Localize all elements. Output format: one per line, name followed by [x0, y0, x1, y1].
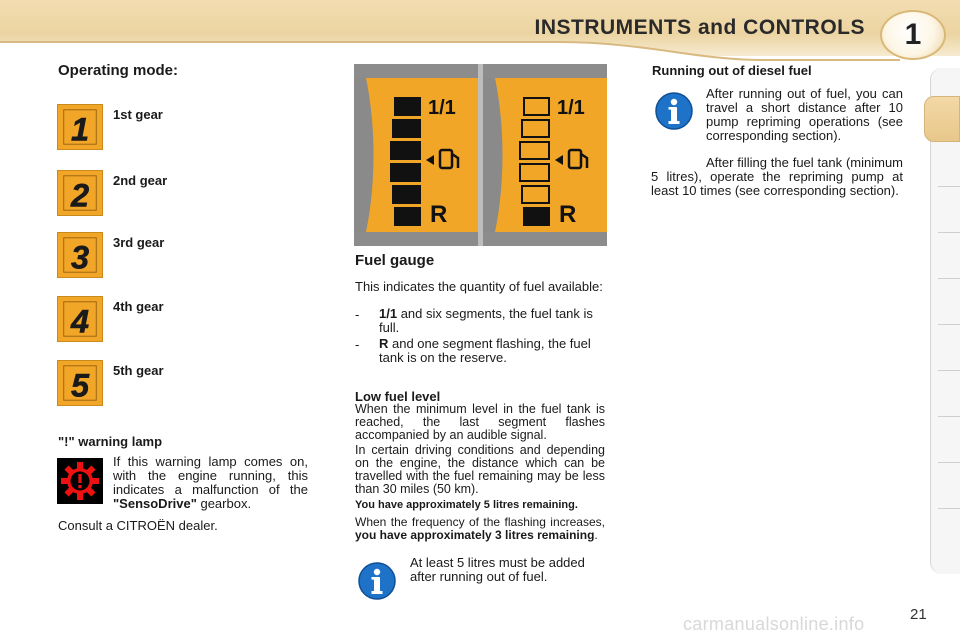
full-mark-label: 1/1 [557, 97, 585, 119]
gear-1-indicator-icon [57, 104, 103, 150]
tab-divider [938, 370, 960, 371]
tab-divider [938, 324, 960, 325]
full-mark-label: 1/1 [428, 97, 456, 119]
fuel-segment [393, 120, 420, 137]
consult-dealer-text: Consult a CITROËN dealer. [58, 518, 218, 533]
watermark-text: carmanualsonline.info [683, 614, 865, 634]
info-icon [357, 561, 397, 601]
fuel-gauge-title: Fuel gauge [355, 252, 435, 269]
gear-4-indicator-icon [57, 296, 103, 342]
diesel-paragraph-1: After running out of fuel, you can travel a short distance after 10 pump repriming operations (see corresponding section). [706, 86, 903, 143]
low-fuel-paragraph-4 [355, 516, 605, 542]
low-fuel-p4-before: When the frequency of the flashing increases, [355, 515, 605, 529]
low-fuel-paragraph-2: In certain driving conditions and depending on the engine, the distance which can be travelled with the fuel remaining may be less than 30 miles (50 km). [355, 443, 605, 496]
page-title: INSTRUMENTS and CONTROLS [534, 16, 865, 39]
tab-divider [938, 462, 960, 463]
low-fuel-paragraph-3: You have approximately 5 litres remaining. [355, 499, 578, 511]
sensodrive-term: "SensoDrive" [113, 496, 197, 511]
tab-divider [938, 278, 960, 279]
tab-divider [938, 186, 960, 187]
page-number: 21 [910, 606, 927, 623]
gear-digit: 1 [70, 111, 90, 148]
fuel-segment [391, 142, 420, 159]
fuel-segment [395, 208, 420, 225]
warning-lamp-text [113, 455, 308, 511]
gear-5-label: 5th gear [113, 363, 164, 378]
list-item-bold: R [379, 336, 389, 351]
operating-mode-title: Operating mode: [58, 62, 179, 79]
low-fuel-p4-after: . [594, 528, 598, 542]
list-dash: - [355, 307, 360, 322]
reserve-mark-label: R [430, 201, 448, 228]
refuel-note: At least 5 litres must be added after running out of fuel. [410, 555, 585, 584]
gear-2-indicator-icon [57, 170, 103, 216]
gear-5-indicator-icon [57, 360, 103, 406]
gear-4-label: 4th gear [113, 299, 164, 314]
gear-digit: 4 [70, 303, 90, 340]
fuel-gauge-intro: This indicates the quantity of fuel available: [355, 279, 603, 294]
fuel-segment [524, 208, 549, 225]
gear-warning-icon [57, 458, 103, 504]
list-item-text [379, 307, 605, 335]
fuel-segment [393, 186, 420, 203]
gear-digit: 5 [70, 367, 90, 404]
chapter-tab-strip[interactable] [930, 68, 960, 574]
tab-divider [938, 416, 960, 417]
warning-text-after: gearbox. [196, 496, 252, 511]
gear-3-indicator-icon [57, 232, 103, 278]
reserve-gauge-face [495, 78, 607, 232]
gear-3-label: 3rd gear [113, 235, 165, 250]
list-item-rest: and six segments, the fuel tank is full. [379, 306, 593, 335]
list-item-bold: 1/1 [379, 306, 398, 321]
active-chapter-tab[interactable] [924, 96, 960, 142]
low-fuel-paragraph-1: When the minimum level in the fuel tank is reached, the last segment flashes accompanied by an audible signal. [355, 402, 605, 442]
gear-digit: 3 [70, 239, 90, 276]
fuel-segment [391, 164, 420, 181]
reserve-mark-label: R [559, 201, 577, 228]
gear-digit: 2 [70, 177, 90, 214]
fuel-gauge-reserve-image [483, 64, 607, 246]
tab-divider [938, 508, 960, 509]
full-gauge-face [366, 78, 478, 232]
fuel-segment [395, 98, 420, 115]
list-item-text [379, 337, 605, 365]
list-dash: - [355, 337, 360, 352]
low-fuel-title: Low fuel level [355, 389, 441, 404]
gear-2-label: 2nd gear [113, 173, 168, 188]
warning-lamp-title: "!" warning lamp [58, 434, 163, 449]
tab-divider [938, 232, 960, 233]
gear-1-label: 1st gear [113, 107, 163, 122]
info-icon [654, 91, 694, 131]
list-item-rest: and one segment flashing, the fuel tank is on the reserve. [379, 336, 591, 365]
fuel-gauge-full-image [354, 64, 478, 246]
warning-text-before: If this warning lamp comes on, with the engine running, this indicates a malfunction of the [113, 454, 308, 497]
diesel-title: Running out of diesel fuel [652, 63, 812, 78]
chapter-number-badge: 1 [880, 10, 946, 60]
diesel-paragraph-2: After filling the fuel tank (minimum 5 litres), operate the repriming pump at least 10 times (see corresponding section). [651, 155, 903, 198]
low-fuel-p4-bold: you have approximately 3 litres remaining [355, 528, 595, 542]
